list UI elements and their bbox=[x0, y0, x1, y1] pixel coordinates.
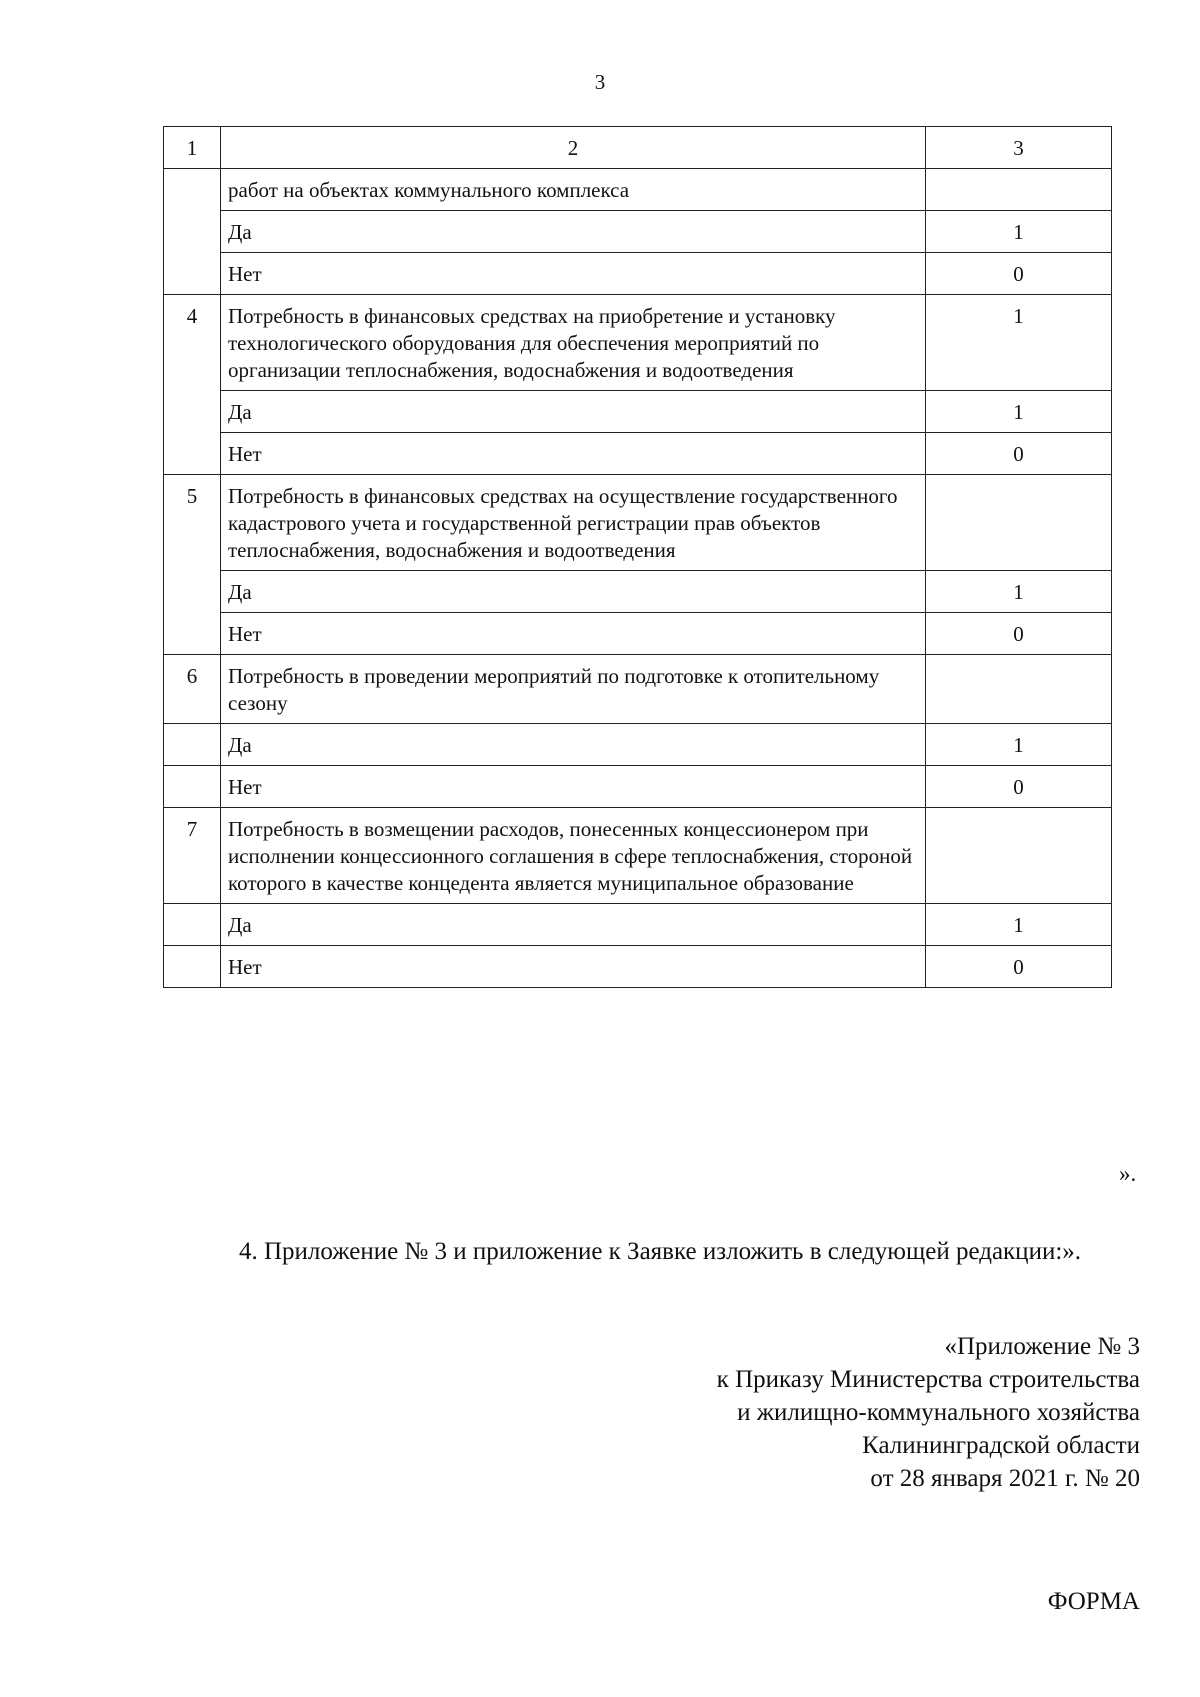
table-row bbox=[164, 655, 1112, 724]
row-value: 0 bbox=[926, 433, 1112, 475]
row-value: 1 bbox=[926, 571, 1112, 613]
table-row bbox=[164, 613, 1112, 655]
table-row bbox=[164, 295, 1112, 391]
row-value: 0 bbox=[926, 766, 1112, 808]
row-value: 1 bbox=[926, 295, 1112, 391]
header-cell-2: 2 bbox=[221, 127, 926, 169]
row-number: 6 bbox=[164, 655, 221, 724]
row-number: 5 bbox=[164, 475, 221, 655]
row-text: Нет bbox=[221, 253, 926, 295]
row-text: Да bbox=[221, 391, 926, 433]
table-row bbox=[164, 904, 1112, 946]
row-text: Да bbox=[221, 571, 926, 613]
appendix-reference bbox=[717, 1330, 1140, 1495]
appendix-line: «Приложение № 3 bbox=[944, 1333, 1140, 1360]
table-row bbox=[164, 475, 1112, 571]
form-label: ФОРМА bbox=[1047, 1588, 1140, 1615]
row-number: 4 bbox=[164, 295, 221, 475]
amendment-paragraph: 4. Приложение № 3 и приложение к Заявке изложить в следующей редакции:». bbox=[239, 1238, 1082, 1265]
table-row bbox=[164, 946, 1112, 988]
row-number: 7 bbox=[164, 808, 221, 904]
row-value bbox=[926, 808, 1112, 904]
row-number bbox=[164, 904, 221, 946]
row-value: 1 bbox=[926, 904, 1112, 946]
table-row bbox=[164, 169, 1112, 211]
table-row bbox=[164, 571, 1112, 613]
row-text: Нет bbox=[221, 433, 926, 475]
table-row bbox=[164, 253, 1112, 295]
row-text: Да bbox=[221, 724, 926, 766]
row-value: 0 bbox=[926, 946, 1112, 988]
table-row bbox=[164, 766, 1112, 808]
row-value: 0 bbox=[926, 613, 1112, 655]
appendix-line: к Приказу Министерства строительства bbox=[716, 1366, 1140, 1393]
table-row bbox=[164, 724, 1112, 766]
row-text: Нет bbox=[221, 613, 926, 655]
table-header-row bbox=[164, 127, 1112, 169]
row-value: 1 bbox=[926, 391, 1112, 433]
header-cell-1: 1 bbox=[164, 127, 221, 169]
row-text: Потребность в проведении мероприятий по подготовке к отопительному сезону bbox=[221, 655, 926, 724]
appendix-line: Калининградской области bbox=[862, 1432, 1140, 1459]
row-text: Потребность в финансовых средствах на приобретение и установку технологического оборудования для обеспечения мероприятий по организации теплоснабжения, водоснабжения и водоотведения bbox=[221, 295, 926, 391]
row-number bbox=[164, 946, 221, 988]
page-number: 3 bbox=[594, 70, 606, 94]
appendix-line: от 28 января 2021 г. № 20 bbox=[870, 1465, 1140, 1492]
table-row bbox=[164, 808, 1112, 904]
row-text: Потребность в финансовых средствах на осуществление государственного кадастрового учета и государственной регистрации прав объектов теплоснабжения, водоснабжения и водоотведения bbox=[221, 475, 926, 571]
row-text: Да bbox=[221, 211, 926, 253]
row-value bbox=[926, 169, 1112, 211]
row-text: Нет bbox=[221, 946, 926, 988]
closing-quote: ». bbox=[1119, 1161, 1137, 1186]
row-text: работ на объектах коммунального комплекса bbox=[221, 169, 926, 211]
row-value bbox=[926, 475, 1112, 571]
table-row bbox=[164, 391, 1112, 433]
row-number bbox=[164, 724, 221, 766]
table-row bbox=[164, 211, 1112, 253]
row-text: Да bbox=[221, 904, 926, 946]
criteria-table bbox=[163, 126, 1112, 988]
row-value: 0 bbox=[926, 253, 1112, 295]
row-text: Потребность в возмещении расходов, понесенных концессионером при исполнении концессионного соглашения в сфере теплоснабжения, стороной которого в качестве концедента является муниципальное образование bbox=[221, 808, 926, 904]
header-cell-3: 3 bbox=[926, 127, 1112, 169]
row-value: 1 bbox=[926, 724, 1112, 766]
row-value bbox=[926, 655, 1112, 724]
row-number bbox=[164, 169, 221, 295]
appendix-line: и жилищно-коммунального хозяйства bbox=[737, 1399, 1140, 1426]
row-value: 1 bbox=[926, 211, 1112, 253]
row-text: Нет bbox=[221, 766, 926, 808]
row-number bbox=[164, 766, 221, 808]
table-row bbox=[164, 433, 1112, 475]
